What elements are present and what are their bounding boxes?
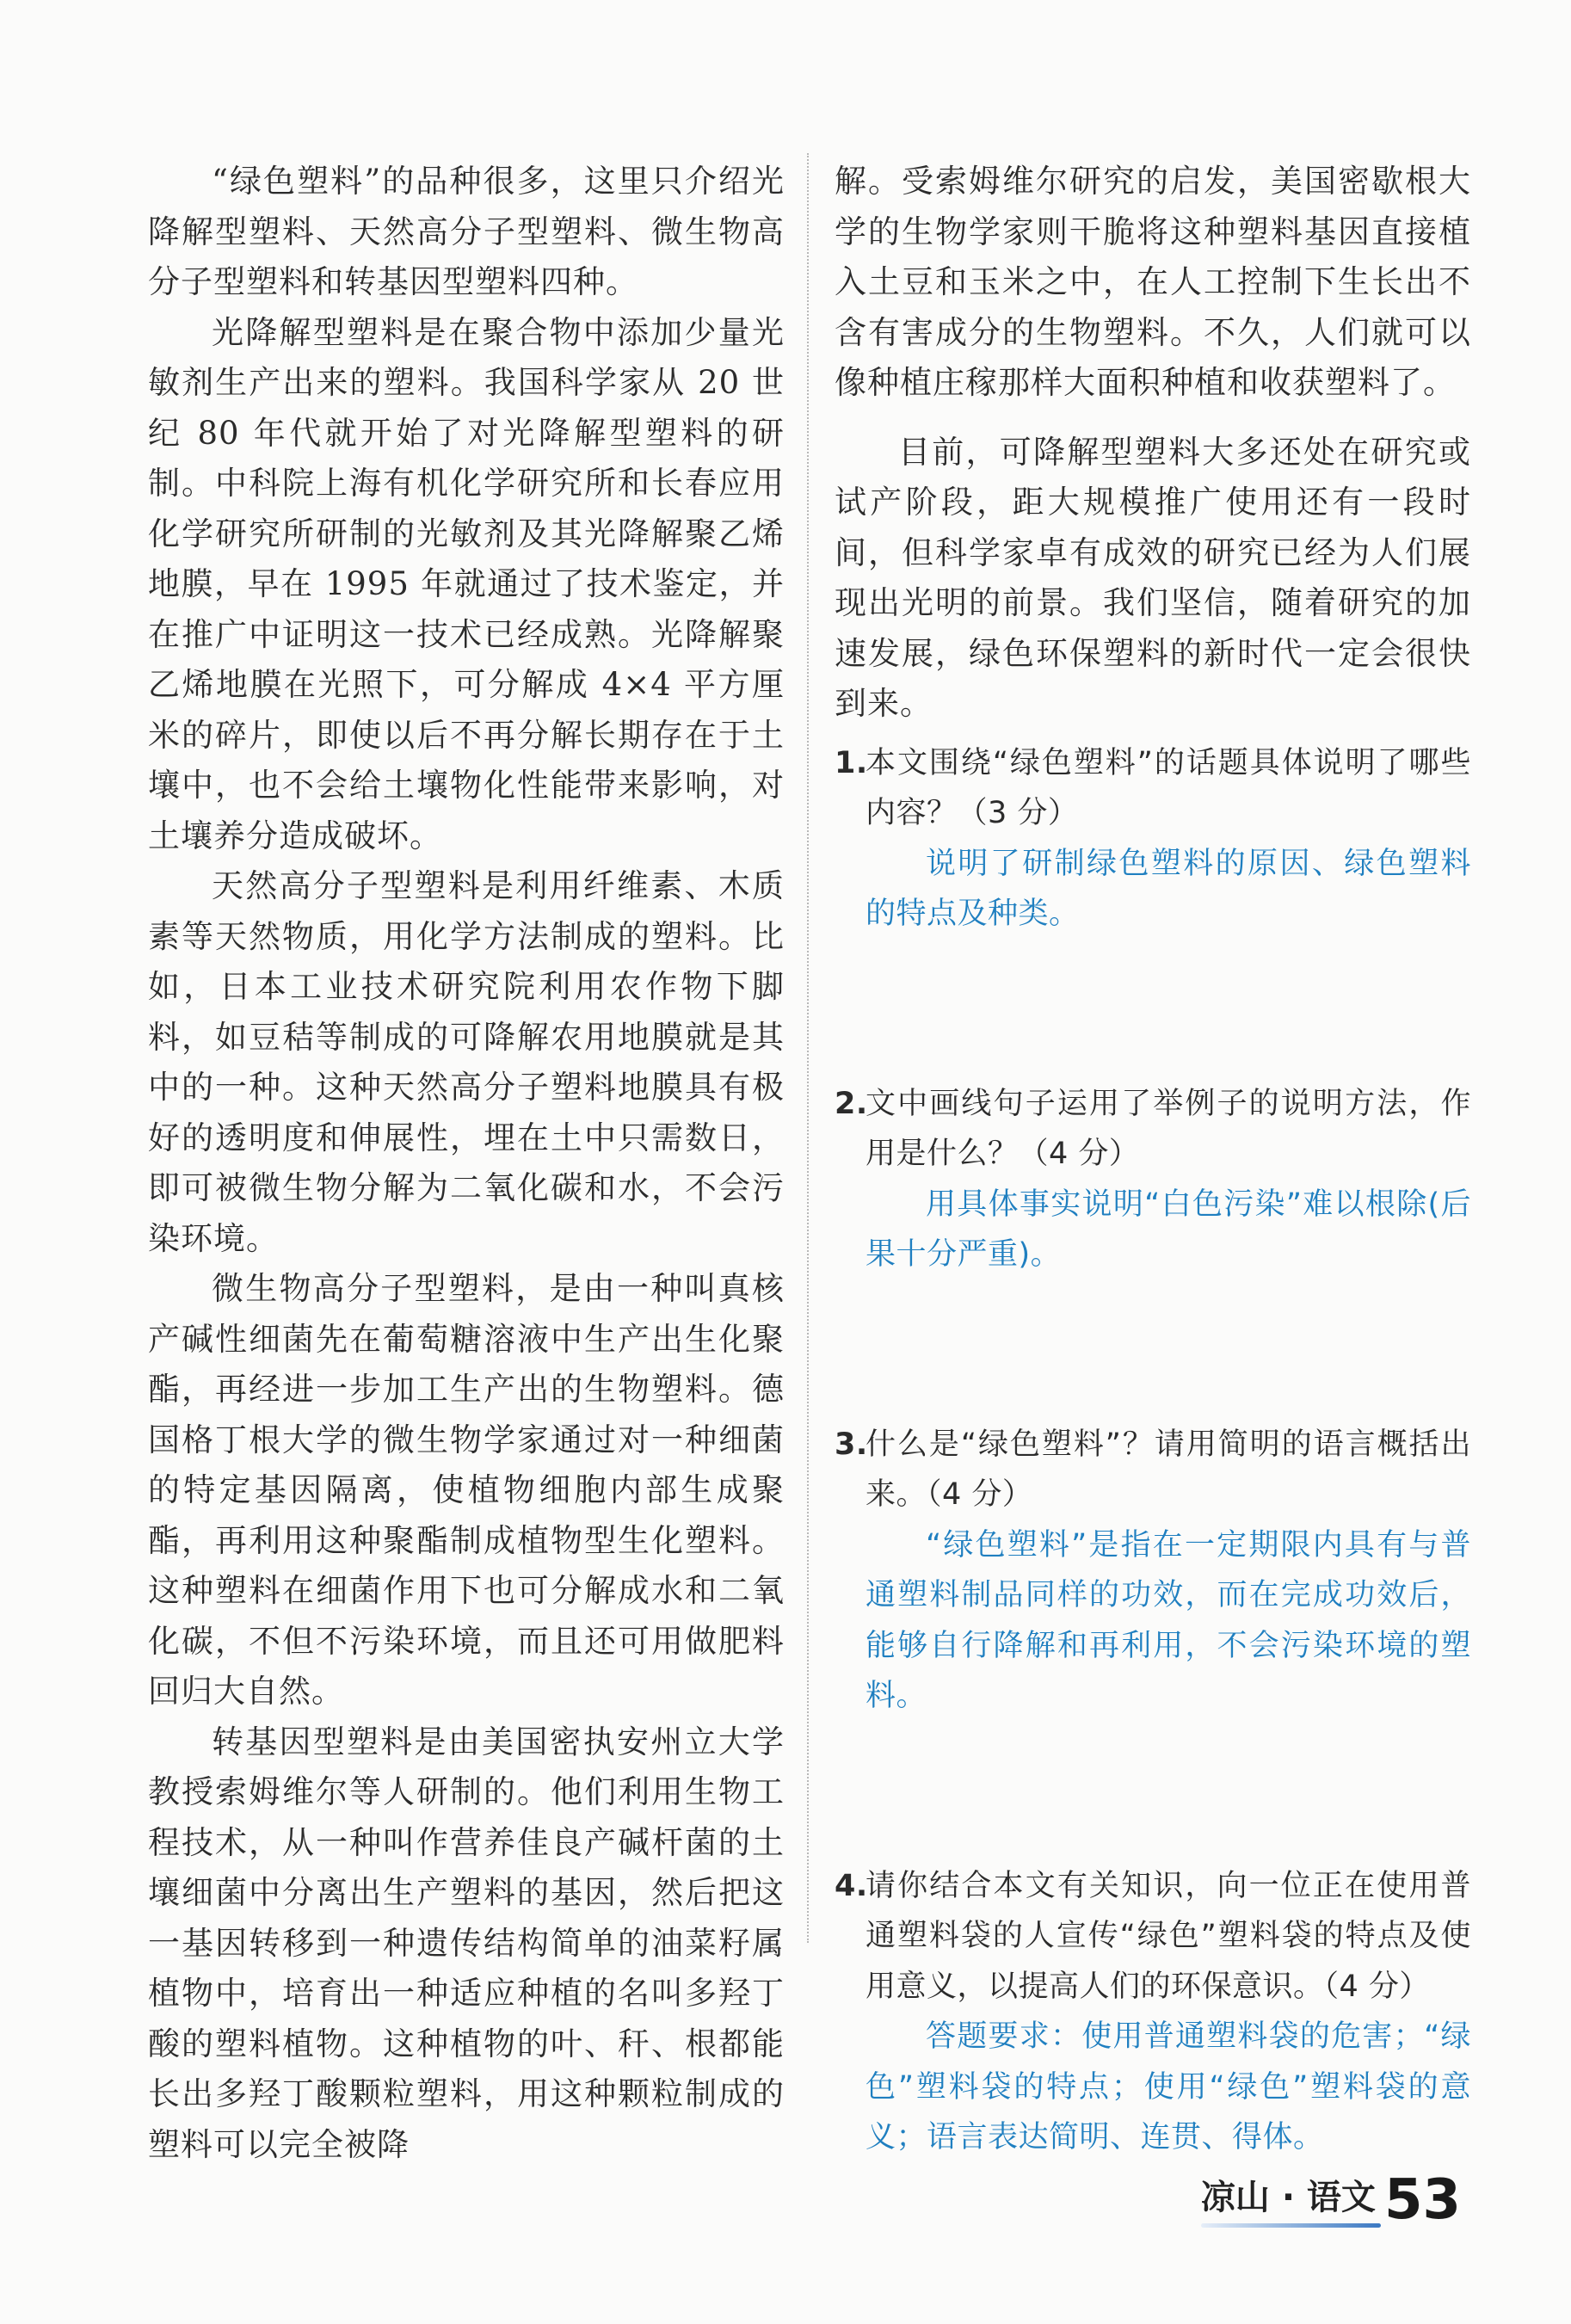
answer-text: 答题要求：使用普通塑料袋的危害；“绿色”塑料袋的特点；使用“绿色”塑料袋的意义；语言表达简明、连贯、得体。 — [866, 2019, 1471, 2154]
question-1 — [835, 738, 1471, 940]
question-prompt: 本文围绕“绿色塑料”的话题具体说明了哪些内容？（3 分） — [866, 745, 1471, 830]
paragraph-photodegradable: 光降解型塑料是在聚合物中添加少量光敏剂生产出来的塑料。我国科学家从 20 世纪 80 年代就开始了对光降解型塑料的研制。中科院上海有机化学研究所和长春应用化学研究所研制的光敏剂及其光降解聚乙烯地膜，早在 1995 年就通过了技术鉴定，并在推广中证明这一技术已经成熟。光降解聚乙烯地膜在光照下，可分解成 4×4 平方厘米的碎片，即使以后不再分解长期存在于土壤中，也不会给土壤物化性能带来影响，对土壤养分造成破坏。 — [148, 313, 785, 854]
paragraph-transgenic: 转基因型塑料是由美国密执安州立大学教授索姆维尔等人研制的。他们利用生物工程技术，从一种叫作营养佳良产碱杆菌的土壤细菌中分离出生产塑料的基因，然后把这一基因转移到一种遗传结构简单的油菜籽属植物中，培育出一种适应种植的名叫多羟丁酸的塑料植物。这种植物的叶、秆、根都能长出多羟丁酸颗粒塑料，用这种颗粒制成的塑料可以完全被降 — [148, 1723, 785, 2163]
continuation-paragraph: 解。受索姆维尔研究的启发，美国密歇根大学的生物学家则干脆将这种塑料基因直接植入土豆和玉米之中，在人工控制下生长出不含有害成分的生物塑料。不久，人们就可以像种植庄稼那样大面积种植和收获塑料了。 — [835, 163, 1471, 401]
question-prompt: 什么是“绿色塑料”？请用简明的语言概括出来。（4 分） — [866, 1427, 1471, 1512]
question-4 — [835, 1861, 1471, 2163]
question-3 — [835, 1420, 1471, 1722]
question-number: 1. — [835, 745, 868, 780]
left-column — [148, 157, 785, 2170]
question-number: 3. — [835, 1427, 868, 1462]
column-divider — [807, 153, 809, 1943]
closing-paragraph: 目前，可降解型塑料大多还处在研究或试产阶段，距大规模推广使用还有一段时间，但科学家卓有成效的研究已经为人们展现出光明的前景。我们坚信，随着研究的加速发展，绿色环保塑料的新时代一定会很快到来。 — [835, 433, 1471, 722]
question-prompt: 请你结合本文有关知识，向一位正在使用普通塑料袋的人宣传“绿色”塑料袋的特点及使用意义，以提高人们的环保意识。（4 分） — [866, 1868, 1471, 2004]
question-text — [835, 1420, 1471, 1520]
right-column — [835, 157, 1471, 2163]
paragraph-microbial-polymer: 微生物高分子型塑料，是由一种叫真核产碱性细菌先在葡萄糖溶液中生产出生化聚酯，再经进一步加工生产出的生物塑料。德国格丁根大学的微生物学家通过对一种细菌的特定基因隔离，使植物细胞内部生成聚酯，再利用这种聚酯制成植物型生化塑料。这种塑料在细菌作用下也可分解成水和二氧化碳，不但不污染环境，而且还可用做肥料回归大自然。 — [148, 1270, 785, 1710]
question-2 — [835, 1079, 1471, 1280]
paragraph-natural-polymer: 天然高分子型塑料是利用纤维素、木质素等天然物质，用化学方法制成的塑料。比如，日本工业技术研究院利用农作物下脚料，如豆秸等制成的可降解农用地膜就是其中的一种。这种天然高分子塑料地膜具有极好的透明度和伸展性，埋在土中只需数日，即可被微生物分解为二氧化碳和水，不会污染环境。 — [148, 867, 785, 1257]
footer-label: 凉山 · 语文 — [1201, 2170, 1376, 2228]
question-text — [835, 738, 1471, 839]
page-number: 53 — [1383, 2168, 1461, 2232]
intro-paragraph: “绿色塑料”的品种很多，这里只介绍光降解型塑料、天然高分子型塑料、微生物高分子型塑料和转基因型塑料四种。 — [148, 163, 785, 300]
page-footer — [1200, 2168, 1461, 2232]
question-text — [835, 1079, 1471, 1180]
answer-text: 说明了研制绿色塑料的原因、绿色塑料的特点及种类。 — [866, 846, 1471, 931]
question-number: 4. — [835, 1868, 868, 1903]
question-text — [835, 1861, 1471, 2013]
question-number: 2. — [835, 1086, 868, 1121]
answer-text: “绿色塑料”是指在一定期限内具有与普通塑料制品同样的功效，而在完成功效后，能够自行降解和再利用，不会污染环境的塑料。 — [866, 1527, 1471, 1713]
question-prompt: 文中画线句子运用了举例子的说明方法，作用是什么？（4 分） — [866, 1086, 1471, 1171]
answer-text: 用具体事实说明“白色污染”难以根除(后果十分严重)。 — [866, 1187, 1471, 1272]
